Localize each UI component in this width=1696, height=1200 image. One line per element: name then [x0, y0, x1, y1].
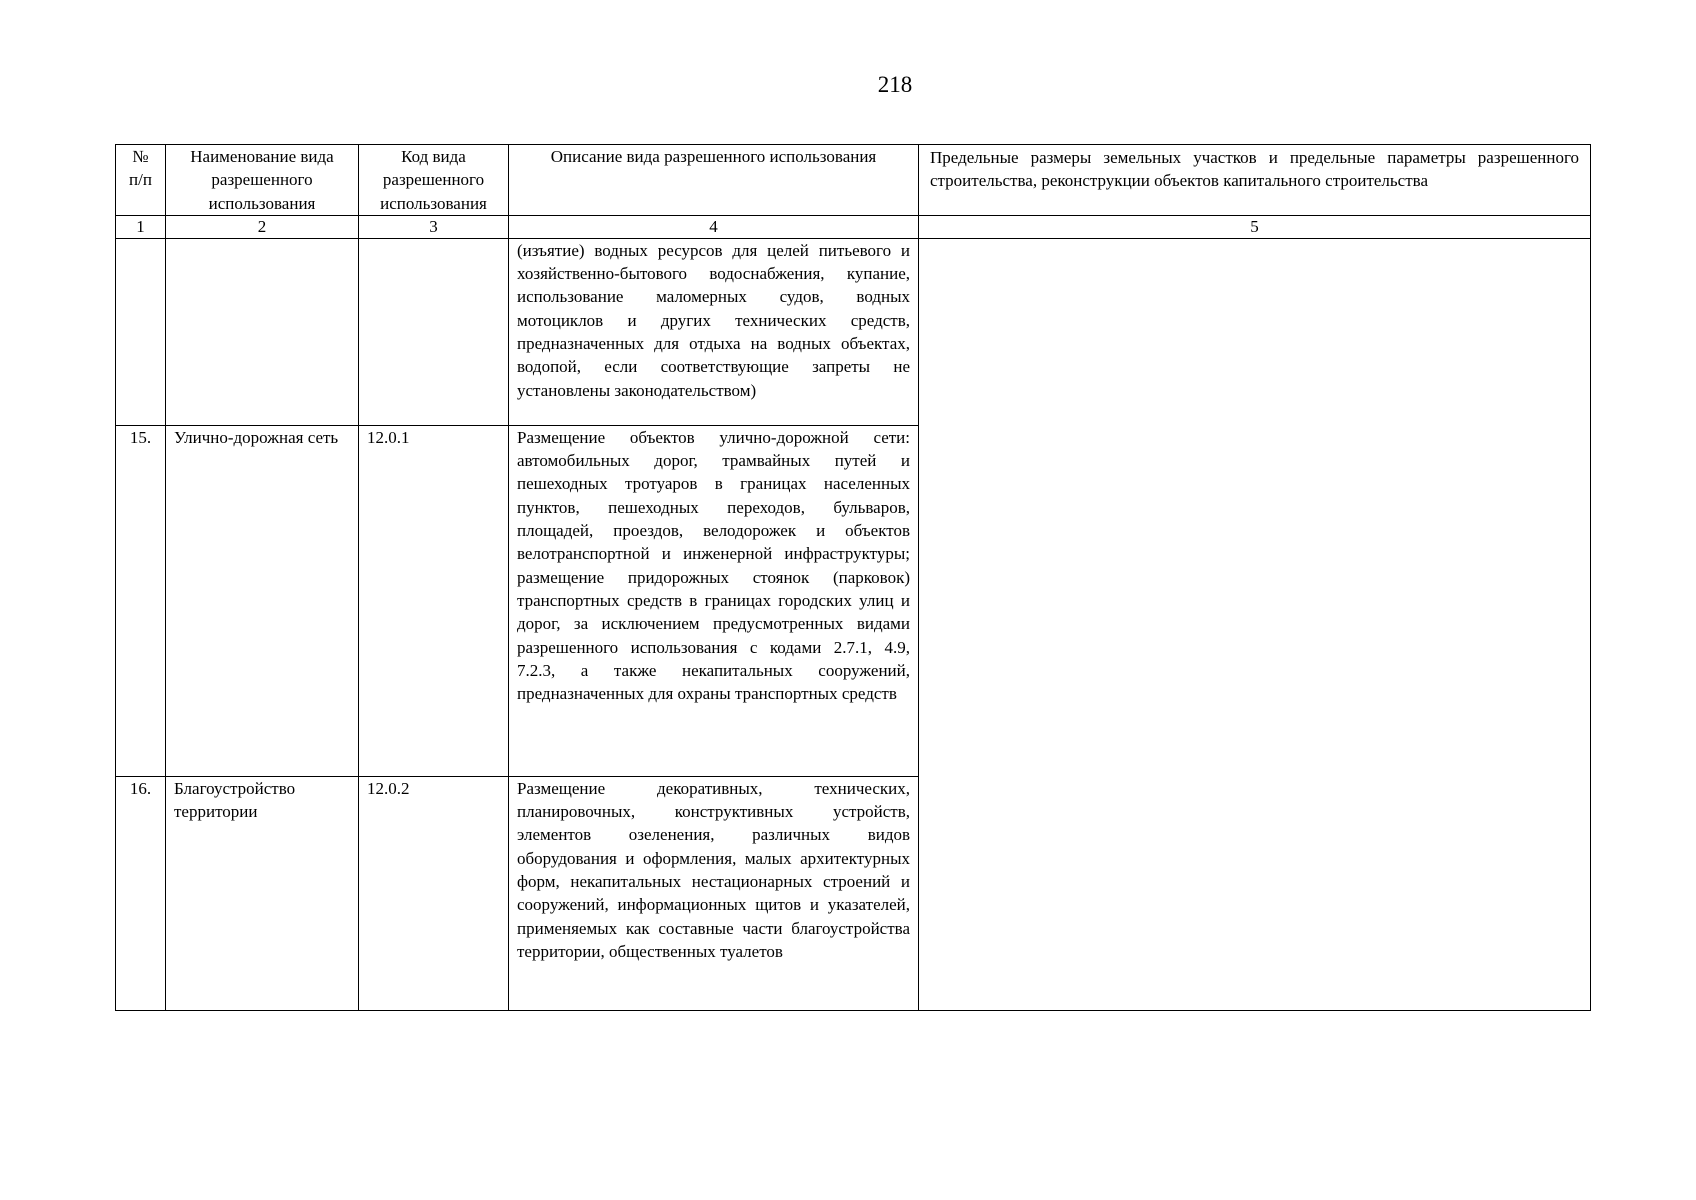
- row-use-name: [166, 238, 359, 425]
- header-description: Описание вида разрешенного использования: [509, 145, 919, 216]
- table-row: [116, 238, 1591, 425]
- row-use-code: [359, 238, 509, 425]
- row-use-name: Улично-дорожная сеть: [166, 425, 359, 776]
- header-limits: Предельные размеры земельных участков и предельные параметры разрешенного строительства, реконструкции объектов капитального строительства: [919, 145, 1591, 216]
- table-header-row: [116, 145, 1591, 216]
- header-code: Код вида разрешенного использования: [359, 145, 509, 216]
- row-number: 16.: [116, 776, 166, 1010]
- row-use-description: (изъятие) водных ресурсов для целей питьевого и хозяйственно-бытового водоснабжения, купание, использование маломерных судов, водных мотоциклов и других технических средств, предназначенных для отдыха на водных объектах, водопой, если соответствующие запреты не установлены законодательством): [509, 238, 919, 425]
- row-use-description: Размещение объектов улично-дорожной сети: автомобильных дорог, трамвайных путей и пешеходных тротуаров в границах населенных пунктов, пешеходных переходов, бульваров, площадей, проездов, велодорожек и объектов велотранспортной и инженерной инфраструктуры; размещение придорожных стоянок (парковок) транспортных средств в границах городских улиц и дорог, за исключением предусмотренных видами разрешенного использования с кодами 2.7.1, 4.9, 7.2.3, а также некапитальных сооружений, предназначенных для охраны транспортных средств: [509, 425, 919, 776]
- limits-cell: [919, 238, 1591, 1010]
- column-number-row: [116, 215, 1591, 238]
- column-number-3: 3: [359, 215, 509, 238]
- row-number: [116, 238, 166, 425]
- row-use-code: 12.0.2: [359, 776, 509, 1010]
- column-number-5: 5: [919, 215, 1591, 238]
- row-use-description: Размещение декоративных, технических, планировочных, конструктивных устройств, элементов озеленения, различных видов оборудования и оформления, малых архитектурных форм, некапитальных нестационарных строений и сооружений, информационных щитов и указателей, применяемых как составные части благоустройства территории, общественных туалетов: [509, 776, 919, 1010]
- header-name: Наименование вида разрешенного использования: [166, 145, 359, 216]
- page-number: 218: [877, 72, 913, 97]
- land-use-table: [115, 144, 1591, 1011]
- header-number: № п/п: [116, 145, 166, 216]
- column-number-4: 4: [509, 215, 919, 238]
- column-number-2: 2: [166, 215, 359, 238]
- row-use-code: 12.0.1: [359, 425, 509, 776]
- row-number: 15.: [116, 425, 166, 776]
- row-use-name: Благоустройство территории: [166, 776, 359, 1010]
- column-number-1: 1: [116, 215, 166, 238]
